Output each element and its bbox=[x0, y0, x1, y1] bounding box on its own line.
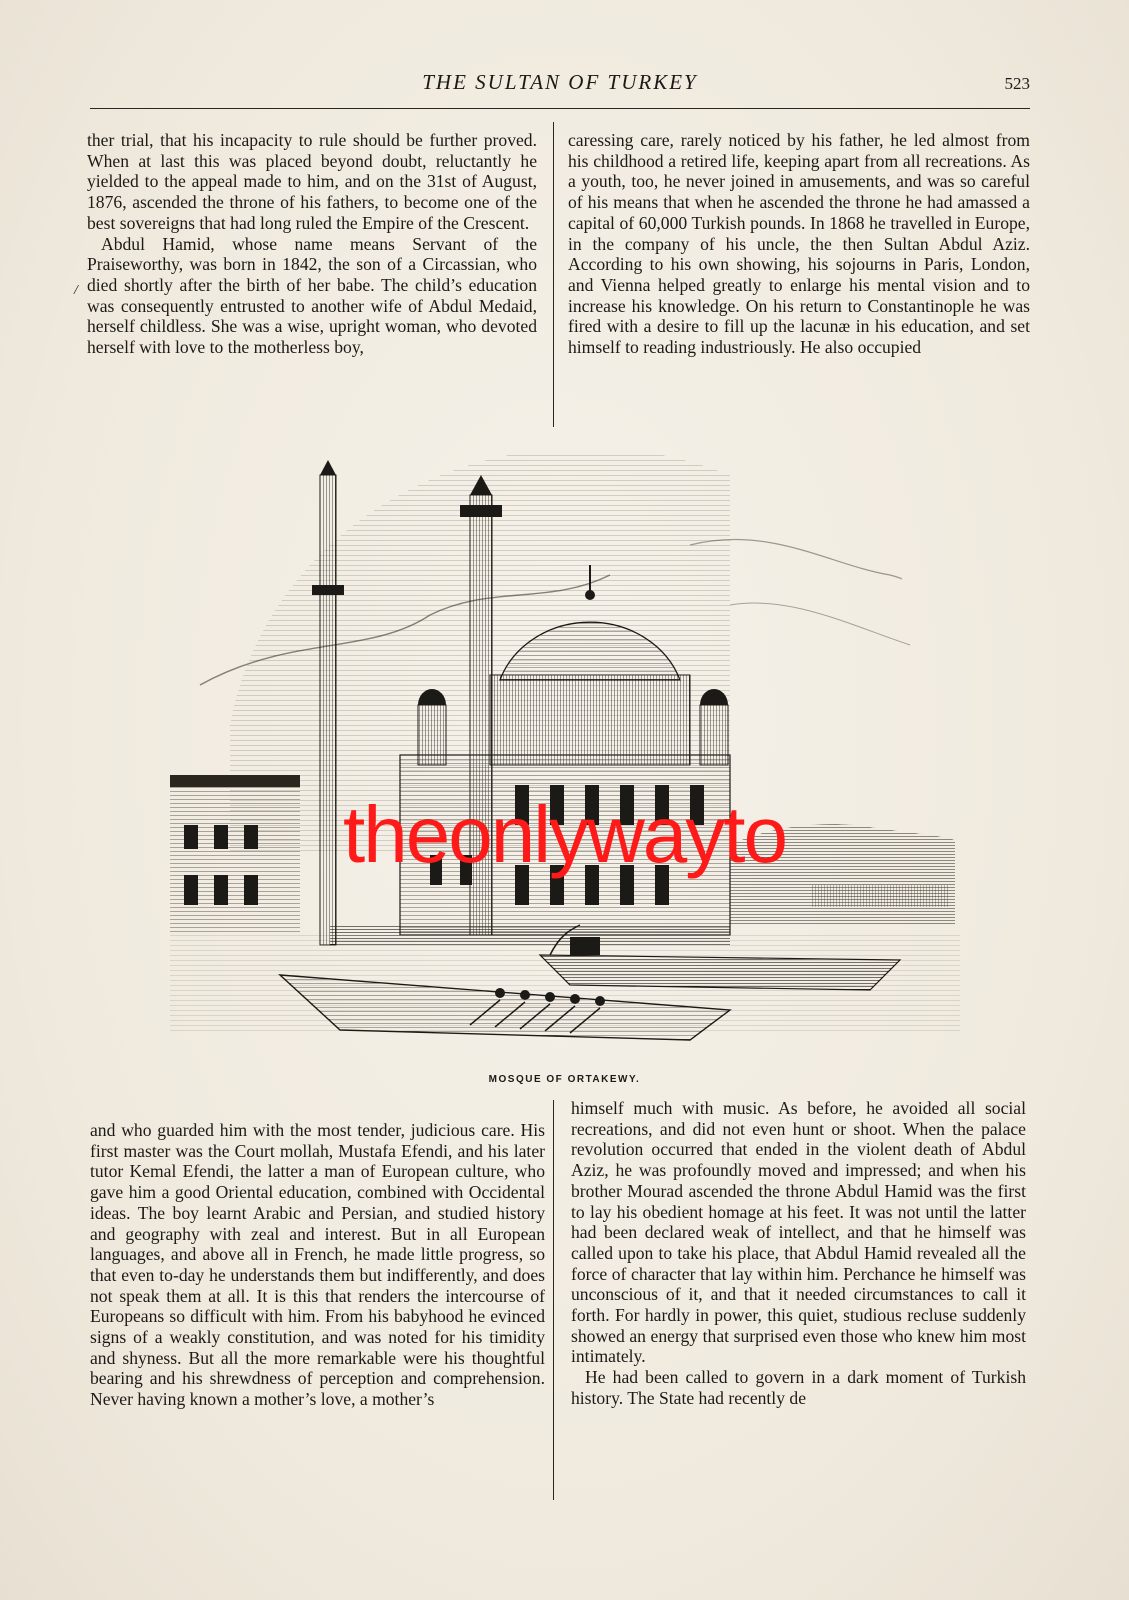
page-number: 523 bbox=[1004, 74, 1030, 93]
top-right-column bbox=[568, 130, 1030, 358]
running-title: THE SULTAN OF TURKEY bbox=[422, 70, 698, 94]
paragraph: Abdul Hamid, whose name means Servant of the Praiseworthy, was born in 1842, the son of a Circassian, who died shortly after the birth of her babe. The child’s education was consequently entrusted to another wife of Abdul Medaid, herself childless. She was a wise, upright woman, who devoted herself with love to the motherless boy, bbox=[87, 233, 537, 358]
paragraph: himself much with music. As before, he avoided all social recreations, and did not even hunt or shoot. When the palace revolution occurred that ended in the violent death of Abdul Aziz, he was profoundly moved and impressed; and when his brother Mourad ascended the throne Abdul Hamid was the first to lay his obedient homage at his feet. It was not until the latter had been declared weak of intellect, and that he himself was called upon to take his place, that Abdul Hamid revealed all the force of character that lay within him. Perchance he himself was unconscious of it, and that it needed circumstances to call it forth. For hardly in power, this quiet, studious recluse suddenly showed an energy that surprised even those who knew him most intimately. bbox=[571, 1098, 1026, 1367]
page-header bbox=[90, 70, 1030, 100]
top-left-column bbox=[87, 130, 537, 358]
column-divider bbox=[553, 122, 554, 427]
mosque-engraving-drawing bbox=[170, 455, 960, 1055]
paragraph: caressing care, rarely noticed by his father, he led almost from his childhood a retired life, keeping apart from all recreations. As a youth, too, he never joined in amusements, and was so careful of his means that when he ascended the throne he had amassed a capital of 60,000 Turkish pounds. In 1868 he travelled in Europe, in the company of his uncle, the then Sultan Abdul Aziz. According to his own showing, his sojourns in Paris, London, and Vienna helped greatly to enlarge his mental vision and to increase his knowledge. On his return to Constantinople he was fired with a desire to fill up the lacunæ in his education, and set himself to reading industriously. He also occupied bbox=[568, 130, 1030, 358]
bottom-left-column bbox=[90, 1120, 545, 1410]
mosque-engraving bbox=[170, 455, 960, 1055]
column-divider bbox=[553, 1100, 554, 1500]
paragraph: He had been called to govern in a dark moment of Turkish history. The State had recently de bbox=[571, 1367, 1026, 1408]
paragraph: ther trial, that his incapacity to rule should be further proved. When at last this was placed beyond doubt, reluctantly he yielded to the appeal made to him, and on the 31st of August, 1876, ascended the throne of his fathers, to become one of the best sovereigns that had long ruled the Empire of the Crescent. bbox=[87, 130, 537, 233]
watermark-text: theonlywayto bbox=[343, 790, 786, 879]
margin-mark: / bbox=[74, 283, 78, 298]
header-rule bbox=[90, 108, 1030, 109]
bottom-right-column bbox=[571, 1098, 1026, 1409]
paragraph: and who guarded him with the most tender, judicious care. His first master was the Court mollah, Mustafa Efendi, and his later tutor Kemal Efendi, the latter a man of European culture, who gave him a good Oriental education, combined with Occidental ideas. The boy learnt Arabic and Persian, and studied history and geography with zeal and interest. But in all European languages, and above all in French, he made little progress, so that even to-day he understands them but indifferently, and does not speak them at all. It is this that renders the intercourse of Europeans so difficult with him. From his babyhood he evinced signs of a weakly constitution, and was noted for his timidity and shyness. But all the more remarkable were his thoughtful bearing and his shrewdness of perception and comprehension. Never having known a mother’s love, a mother’s bbox=[90, 1120, 545, 1410]
figure-caption: MOSQUE OF ORTAKEWY. bbox=[488, 1074, 641, 1085]
